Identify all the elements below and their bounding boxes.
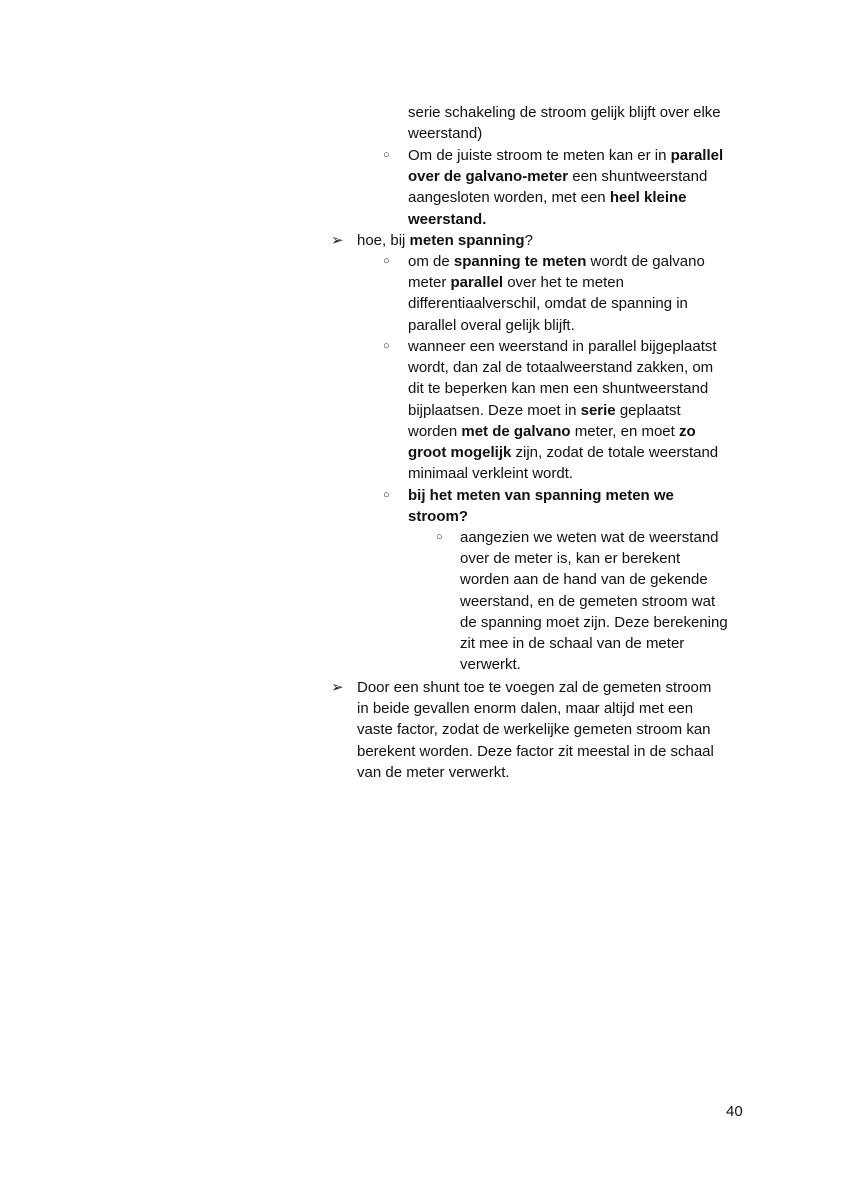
text-line: serie schakeling de stroom gelijk blijft over elke xyxy=(408,104,721,121)
list-item xyxy=(408,485,674,527)
text-line: groot mogelijk zijn, zodat de totale weerstand xyxy=(408,444,719,462)
text-line: differentiaalverschil, omdat de spanning in xyxy=(408,295,688,313)
text-line: weerstand) xyxy=(408,125,483,143)
circle-bullet-icon: ○ xyxy=(383,489,390,501)
text-line: in beide gevallen enorm dalen, maar altijd met een xyxy=(357,700,694,718)
text-line: Om de juiste stroom te meten kan er in parallel xyxy=(408,147,724,164)
circle-bullet-icon: ○ xyxy=(383,255,390,267)
text-line: weerstand. xyxy=(408,210,487,228)
text-line: vaste factor, zodat de werkelijke gemeten stroom kan xyxy=(357,721,711,739)
text-line: parallel overal gelijk blijft. xyxy=(408,316,575,334)
text-line: verwerkt. xyxy=(460,656,521,674)
text-line: dit te beperken kan men een shuntweerstand xyxy=(408,380,709,398)
list-item xyxy=(408,336,718,484)
text-line: de spanning moet zijn. Deze berekening xyxy=(460,613,728,631)
text-line: worden aan de hand van de gekende xyxy=(460,571,708,589)
page-number: 40 xyxy=(726,1103,743,1120)
list-item xyxy=(357,230,533,251)
text-line: weerstand, en de gemeten stroom wat xyxy=(460,592,716,610)
text-line: wordt, dan zal de totaalweerstand zakken, om xyxy=(408,359,714,377)
text-line: om de spanning te meten wordt de galvano xyxy=(408,253,705,270)
text-line: van de meter verwerkt. xyxy=(357,763,510,781)
text-line: stroom? xyxy=(408,508,468,526)
list-item xyxy=(460,527,728,675)
text-line: hoe, bij meten spanning? xyxy=(357,232,533,249)
text-line: berekent worden. Deze factor zit meestal in de schaal xyxy=(357,742,714,760)
text-line: aangezien we weten wat de weerstand xyxy=(460,529,719,546)
list-item xyxy=(357,677,714,783)
text-line: minimaal verkleint wordt. xyxy=(408,465,574,483)
list-item xyxy=(408,251,705,336)
text-line: meter parallel over het te meten xyxy=(408,274,624,292)
list-item xyxy=(408,102,721,144)
text-line: worden met de galvano meter, en moet zo xyxy=(408,422,696,440)
text-line: over de meter is, kan er berekent xyxy=(460,550,681,568)
arrow-bullet-icon: ➢ xyxy=(331,679,344,696)
text-line: wanneer een weerstand in parallel bijgeplaatst xyxy=(408,338,717,355)
text-line: zit mee in de schaal van de meter xyxy=(460,635,685,653)
text-line: bij het meten van spanning meten we xyxy=(408,487,674,504)
list-item xyxy=(408,145,723,230)
circle-bullet-icon: ○ xyxy=(383,340,390,352)
circle-bullet-icon: ○ xyxy=(436,531,443,543)
text-line: Door een shunt toe te voegen zal de gemeten stroom xyxy=(357,679,712,696)
text-line: bijplaatsen. Deze moet in serie geplaatst xyxy=(408,401,681,419)
text-line: aangesloten worden, met een heel kleine xyxy=(408,189,687,207)
arrow-bullet-icon: ➢ xyxy=(331,232,344,249)
text-line: over de galvano-meter een shuntweerstand xyxy=(408,168,708,186)
circle-bullet-icon: ○ xyxy=(383,149,390,161)
